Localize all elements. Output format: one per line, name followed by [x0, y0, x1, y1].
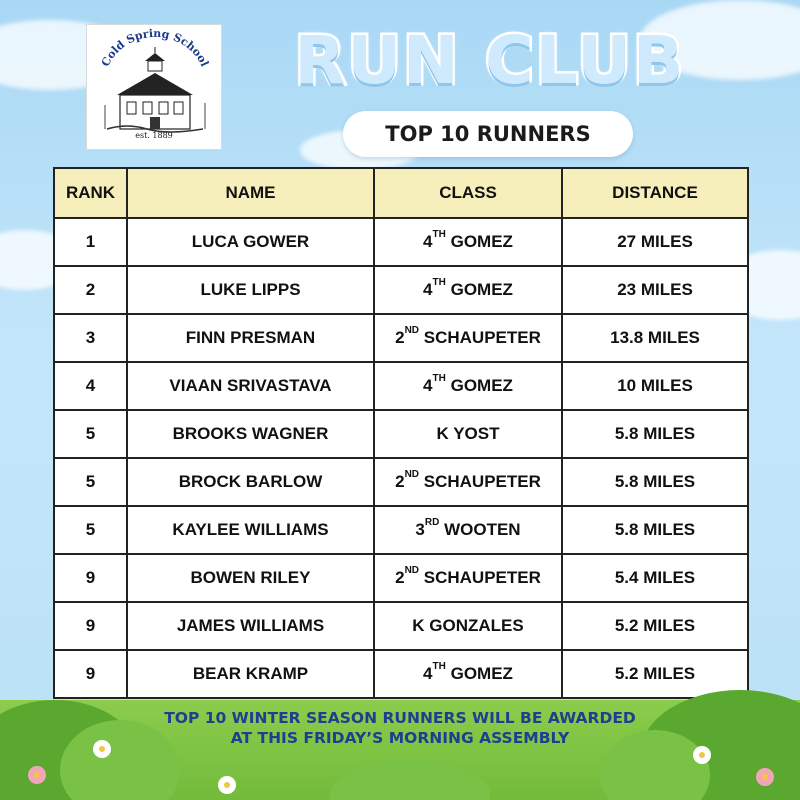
distance-cell: 5.4 MILES — [562, 554, 748, 602]
rank-cell: 9 — [54, 602, 127, 650]
distance-cell: 23 MILES — [562, 266, 748, 314]
announcement-line-2: AT THIS FRIDAY’S MORNING ASSEMBLY — [230, 729, 570, 747]
name-cell: JAMES WILLIAMS — [127, 602, 374, 650]
class-cell — [374, 362, 562, 410]
class-cell — [374, 602, 562, 650]
announcement-line-1: TOP 10 WINTER SEASON RUNNERS WILL BE AWARDED — [164, 709, 636, 727]
class-grade-suffix: ND — [404, 469, 420, 480]
school-logo — [86, 24, 222, 150]
runners-table — [53, 167, 749, 699]
name-cell: VIAAN SRIVASTAVA — [127, 362, 374, 410]
class-grade: 4 — [423, 232, 433, 251]
class-grade-suffix: TH — [432, 277, 446, 288]
class-teacher: WOOTEN — [444, 520, 521, 539]
table-row — [54, 362, 748, 410]
rank-cell: 9 — [54, 554, 127, 602]
rank-cell: 5 — [54, 506, 127, 554]
rank-cell: 9 — [54, 650, 127, 698]
class-grade-suffix: TH — [432, 229, 446, 240]
column-header-distance: DISTANCE — [562, 168, 748, 218]
logo-school-name: Cold Spring School — [98, 26, 212, 69]
distance-cell: 5.8 MILES — [562, 506, 748, 554]
rank-cell: 4 — [54, 362, 127, 410]
distance-cell: 5.2 MILES — [562, 650, 748, 698]
class-teacher: YOST — [453, 424, 500, 443]
class-grade-suffix: RD — [424, 517, 440, 528]
class-cell — [374, 218, 562, 266]
class-grade: K — [412, 616, 425, 635]
rank-cell: 5 — [54, 458, 127, 506]
class-cell — [374, 410, 562, 458]
class-grade: 2 — [395, 568, 405, 587]
rank-cell: 3 — [54, 314, 127, 362]
flower-icon — [220, 778, 234, 792]
class-grade-suffix: ND — [404, 325, 420, 336]
class-grade-suffix: ND — [404, 565, 420, 576]
class-teacher: SCHAUPETER — [423, 568, 541, 587]
class-teacher: SCHAUPETER — [423, 472, 541, 491]
award-announcement — [100, 708, 700, 748]
class-cell — [374, 506, 562, 554]
table-row — [54, 602, 748, 650]
table-row — [54, 506, 748, 554]
class-grade: 2 — [395, 328, 405, 347]
table-row — [54, 410, 748, 458]
column-header-rank: RANK — [54, 168, 127, 218]
flower-icon — [30, 768, 44, 782]
class-teacher: GOMEZ — [450, 280, 513, 299]
name-cell: LUKE LIPPS — [127, 266, 374, 314]
class-grade: 4 — [423, 376, 433, 395]
class-grade-suffix: TH — [432, 661, 446, 672]
class-grade: 4 — [423, 280, 433, 299]
table-row — [54, 458, 748, 506]
page-title: RUN CLUB — [294, 22, 686, 99]
class-teacher: GOMEZ — [450, 376, 513, 395]
name-cell: BOWEN RILEY — [127, 554, 374, 602]
class-grade: 3 — [415, 520, 425, 539]
flower-icon — [758, 770, 772, 784]
class-grade: K — [436, 424, 449, 443]
class-grade: 4 — [423, 664, 433, 683]
rank-cell: 5 — [54, 410, 127, 458]
class-cell — [374, 554, 562, 602]
table-row — [54, 266, 748, 314]
table-row — [54, 554, 748, 602]
name-cell: KAYLEE WILLIAMS — [127, 506, 374, 554]
distance-cell: 13.8 MILES — [562, 314, 748, 362]
name-cell: FINN PRESMAN — [127, 314, 374, 362]
class-cell — [374, 266, 562, 314]
column-header-name: NAME — [127, 168, 374, 218]
class-grade-suffix: TH — [432, 373, 446, 384]
distance-cell: 5.2 MILES — [562, 602, 748, 650]
table-header-row — [54, 168, 748, 218]
class-cell — [374, 314, 562, 362]
distance-cell: 10 MILES — [562, 362, 748, 410]
column-header-class: CLASS — [374, 168, 562, 218]
class-teacher: GOMEZ — [450, 664, 513, 683]
distance-cell: 27 MILES — [562, 218, 748, 266]
name-cell: BEAR KRAMP — [127, 650, 374, 698]
table-row — [54, 650, 748, 698]
class-teacher: GOMEZ — [450, 232, 513, 251]
logo-established: est. 1889 — [135, 131, 173, 140]
table-row — [54, 218, 748, 266]
class-grade: 2 — [395, 472, 405, 491]
distance-cell: 5.8 MILES — [562, 410, 748, 458]
subtitle-badge — [343, 111, 633, 157]
class-cell — [374, 650, 562, 698]
rank-cell: 2 — [54, 266, 127, 314]
name-cell: BROCK BARLOW — [127, 458, 374, 506]
table-row — [54, 314, 748, 362]
class-teacher: SCHAUPETER — [423, 328, 541, 347]
name-cell: BROOKS WAGNER — [127, 410, 374, 458]
subtitle-text: TOP 10 RUNNERS — [385, 122, 591, 146]
class-teacher: GONZALES — [429, 616, 524, 635]
flower-icon — [695, 748, 709, 762]
name-cell: LUCA GOWER — [127, 218, 374, 266]
class-cell — [374, 458, 562, 506]
rank-cell: 1 — [54, 218, 127, 266]
distance-cell: 5.8 MILES — [562, 458, 748, 506]
